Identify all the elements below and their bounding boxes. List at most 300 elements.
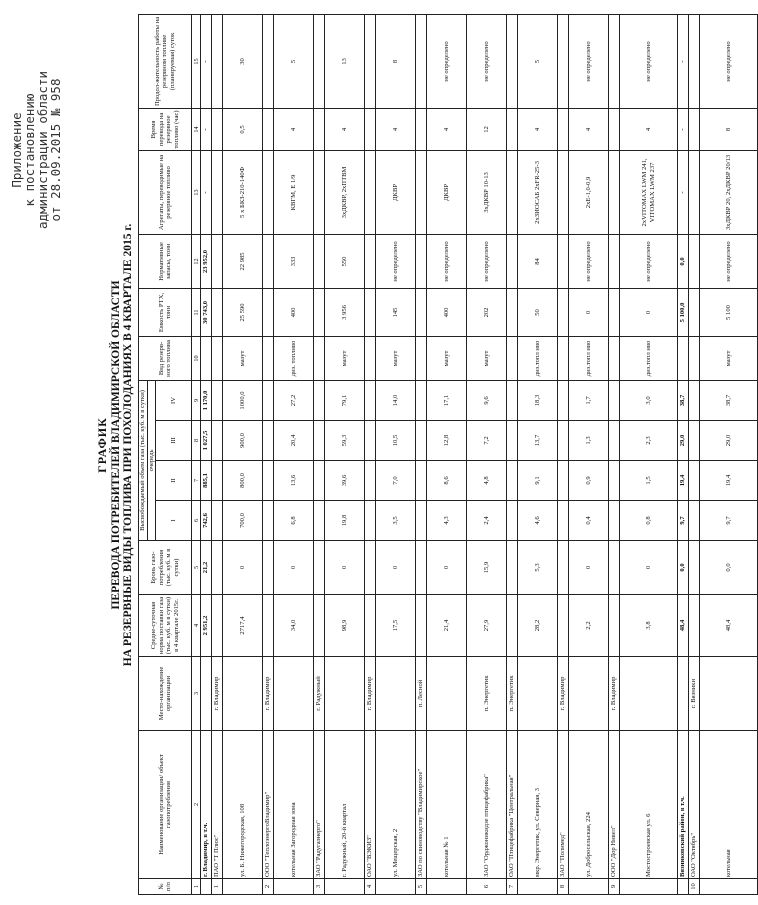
norm-reserve (212, 234, 223, 288)
switch-time (314, 108, 325, 150)
capacity: 5 100,0 (678, 288, 689, 336)
row-number: 8 (558, 879, 569, 895)
org-name: ООО "ТеплоэнергоВладимир" (263, 731, 274, 879)
stage-2-value: 19,4 (678, 461, 689, 501)
reserve: 0 (223, 541, 263, 595)
column-number: 2 (192, 731, 201, 879)
capacity (416, 288, 427, 336)
units: 3хДКВР 10-13 (467, 150, 507, 234)
switch-time (689, 108, 700, 150)
avg-norm (689, 595, 700, 657)
reserve: 0 (620, 541, 678, 595)
capacity: 50 (518, 288, 558, 336)
reserve: 15,9 (467, 541, 507, 595)
units (507, 150, 518, 234)
stage-3-value (689, 421, 700, 461)
stage-2-value: 4,8 (467, 461, 507, 501)
column-number: 9 (192, 380, 201, 420)
norm-reserve (507, 234, 518, 288)
schedule-table (138, 14, 758, 895)
stage-1-value: 19,8 (325, 501, 365, 541)
table-row (263, 14, 274, 894)
switch-time: 4 (569, 108, 609, 150)
org-name: г. Радужный, 20-й квартал (325, 731, 365, 879)
row-number (518, 879, 558, 895)
row-number: 3 (314, 879, 325, 895)
stage-3-value: 1 027,5 (201, 421, 212, 461)
stage-3-value: 59,3 (325, 421, 365, 461)
fuel-type (689, 336, 700, 380)
reserve: 0 (376, 541, 416, 595)
switch-time (609, 108, 620, 150)
column-number: 1 (192, 879, 201, 895)
duration: не определено (620, 14, 678, 108)
reserve: 0 (569, 541, 609, 595)
appendix-line: Приложение (9, 112, 24, 188)
norm-reserve (416, 234, 427, 288)
stage-2-value: 1,5 (620, 461, 678, 501)
fuel-type (678, 336, 689, 380)
stage-2-value (609, 461, 620, 501)
units: 5 х БКЗ-210-140Ф (223, 150, 263, 234)
table-row (376, 14, 416, 894)
avg-norm: 3,8 (620, 595, 678, 657)
table-row (325, 14, 365, 894)
stage-1-value: 700,0 (223, 501, 263, 541)
org-name: мкр. Энергетик, ул. Северная, 3 (518, 731, 558, 879)
duration (263, 14, 274, 108)
avg-norm: 2,2 (569, 595, 609, 657)
stage-4-value (507, 380, 518, 420)
units (609, 150, 620, 234)
stage-1-value (263, 501, 274, 541)
row-number: 4 (365, 879, 376, 895)
duration (416, 14, 427, 108)
column-number: 13 (192, 150, 201, 234)
reserve: 5,3 (518, 541, 558, 595)
norm-reserve: не определено (376, 234, 416, 288)
stage-2-value: 8,6 (427, 461, 467, 501)
units: ДКВР (427, 150, 467, 234)
stage-1-value (365, 501, 376, 541)
stage-1-value (212, 501, 223, 541)
stage-4-value (558, 380, 569, 420)
duration (314, 14, 325, 108)
header-num: № п/п (139, 879, 192, 895)
units: КВГМ, Е 1/9 (274, 150, 314, 234)
location (274, 657, 314, 731)
stage-1-value (689, 501, 700, 541)
avg-norm (365, 595, 376, 657)
capacity (507, 288, 518, 336)
stage-3-value (609, 421, 620, 461)
fuel-type: мазут (325, 336, 365, 380)
fuel-type: мазут (223, 336, 263, 380)
location: п. Энергетик (467, 657, 507, 731)
stage-3-value (365, 421, 376, 461)
stage-1-value: 9,7 (678, 501, 689, 541)
column-number: 14 (192, 108, 201, 150)
stage-3-value: 900,0 (223, 421, 263, 461)
switch-time: - (201, 108, 212, 150)
stage-3-value: 29,0 (700, 421, 758, 461)
header-time: Время перевода на резервное топливо (час) (139, 108, 192, 150)
switch-time: 12 (467, 108, 507, 150)
stage-2-value: 885,1 (201, 461, 212, 501)
stage-3-value: 10,5 (376, 421, 416, 461)
location: г. Владимир (365, 657, 376, 731)
header-location: Место-нахождение организации (139, 657, 192, 731)
table-row (365, 14, 376, 894)
stage-3-value (314, 421, 325, 461)
switch-time: 8 (700, 108, 758, 150)
org-name: ОАО "Октябрь" (689, 731, 700, 879)
stage-2-value (314, 461, 325, 501)
stage-1-value (558, 501, 569, 541)
doc-subtitle: ПЕРЕВОДА ПОТРЕБИТЕЛЕЙ ВЛАДИМИРСКОЙ ОБЛАСТИ (110, 280, 122, 610)
stage-2-value: 0,9 (569, 461, 609, 501)
table-body (201, 14, 758, 894)
org-name: Вязниковский район, в т.ч. (678, 731, 689, 879)
fuel-type (314, 336, 325, 380)
norm-reserve (365, 234, 376, 288)
row-number (325, 879, 365, 895)
stage-4-value (365, 380, 376, 420)
location (678, 657, 689, 731)
org-name: ОАО "Птицефабрика "Центральная" (507, 731, 518, 879)
location (376, 657, 416, 731)
fuel-type (507, 336, 518, 380)
duration (365, 14, 376, 108)
avg-norm (314, 595, 325, 657)
stage-3-value: 1,3 (569, 421, 609, 461)
switch-time: - (678, 108, 689, 150)
avg-norm: 48,4 (678, 595, 689, 657)
location (569, 657, 609, 731)
stage-1-value: 9,7 (700, 501, 758, 541)
stage-3-value (263, 421, 274, 461)
reserve (212, 541, 223, 595)
switch-time (263, 108, 274, 150)
norm-reserve (689, 234, 700, 288)
table-row (314, 14, 325, 894)
table-row (467, 14, 507, 894)
stage-4-value: 3,0 (620, 380, 678, 420)
header-stage-4: IV (156, 380, 192, 420)
location: г. Владимир (609, 657, 620, 731)
stage-2-value (365, 461, 376, 501)
location: п. Энергетик (507, 657, 518, 731)
stage-4-value: 1000,0 (223, 380, 263, 420)
fuel-type (416, 336, 427, 380)
fuel-type: диз.топл иво (620, 336, 678, 380)
location: п. Лесной (416, 657, 427, 731)
row-number: 6 (467, 879, 507, 895)
org-name: ул. Добросельская, 224 (569, 731, 609, 879)
location (201, 657, 212, 731)
norm-reserve (263, 234, 274, 288)
stage-1-value: 0,4 (569, 501, 609, 541)
column-number: 4 (192, 595, 201, 657)
norm-reserve (609, 234, 620, 288)
stage-4-value: 27,2 (274, 380, 314, 420)
org-name: котельная (700, 731, 758, 879)
stage-4-value (212, 380, 223, 420)
capacity: 0 (569, 288, 609, 336)
stage-2-value (558, 461, 569, 501)
reserve: 0,0 (700, 541, 758, 595)
stage-3-value (416, 421, 427, 461)
column-number: 8 (192, 421, 201, 461)
units (416, 150, 427, 234)
table-row (518, 14, 558, 894)
switch-time: 4 (427, 108, 467, 150)
stage-2-value: 7,0 (376, 461, 416, 501)
org-name: ЗАО "Радугаэнерго" (314, 731, 325, 879)
stage-3-value: 29,0 (678, 421, 689, 461)
stage-1-value: 0,8 (620, 501, 678, 541)
stage-4-value: 9,6 (467, 380, 507, 420)
units: 2хЗИОСАБ 2хFR-25-3 (518, 150, 558, 234)
capacity (212, 288, 223, 336)
avg-norm: 27,9 (467, 595, 507, 657)
reserve (609, 541, 620, 595)
switch-time (365, 108, 376, 150)
norm-reserve: не определено (467, 234, 507, 288)
duration: не определено (569, 14, 609, 108)
stage-4-value (609, 380, 620, 420)
row-number: 9 (609, 879, 620, 895)
row-number: 2 (263, 879, 274, 895)
header-avg: Средне-суточная норма поставки газа (тыс. куб. м в сутки) в 4 квартале 2015г. (139, 595, 192, 657)
switch-time: 4 (518, 108, 558, 150)
duration: не определено (427, 14, 467, 108)
row-number (376, 879, 416, 895)
reserve: 0 (274, 541, 314, 595)
switch-time (416, 108, 427, 150)
column-number-row (192, 14, 201, 894)
header-stage-1: I (156, 501, 192, 541)
stage-2-value: 9,1 (518, 461, 558, 501)
reserve (507, 541, 518, 595)
capacity: 400 (427, 288, 467, 336)
duration: - (678, 14, 689, 108)
capacity (558, 288, 569, 336)
norm-reserve (314, 234, 325, 288)
fuel-type (609, 336, 620, 380)
stage-4-value: 38,7 (700, 380, 758, 420)
reserve: 0 (325, 541, 365, 595)
org-name: ООО "Дор Нивел" (609, 731, 620, 879)
stage-1-value: 6,8 (274, 501, 314, 541)
column-number: 6 (192, 501, 201, 541)
switch-time: 0,5 (223, 108, 263, 150)
reserve (416, 541, 427, 595)
norm-reserve: не определено (620, 234, 678, 288)
location (620, 657, 678, 731)
stage-1-value: 742,6 (201, 501, 212, 541)
header-name: Наименование организации/ объект газопотребления (139, 731, 192, 879)
norm-reserve: 0,0 (678, 234, 689, 288)
table-row (201, 14, 212, 894)
column-number: 5 (192, 541, 201, 595)
stage-2-value (212, 461, 223, 501)
duration: 13 (325, 14, 365, 108)
avg-norm: 17,5 (376, 595, 416, 657)
appendix-line: к постановлению (22, 93, 37, 207)
fuel-type: мазут (427, 336, 467, 380)
stage-2-value: 19,4 (700, 461, 758, 501)
table-row (274, 14, 314, 894)
capacity (689, 288, 700, 336)
capacity (609, 288, 620, 336)
reserve (314, 541, 325, 595)
org-name: ул. Мещерская, 2 (376, 731, 416, 879)
header-duration: Продол-жительность работы на резервном топливе (планируемая) суток (139, 14, 192, 108)
stage-2-value (689, 461, 700, 501)
units (365, 150, 376, 234)
avg-norm: 48,4 (700, 595, 758, 657)
table-row (427, 14, 467, 894)
avg-norm: 2 951,2 (201, 595, 212, 657)
table-row (223, 14, 263, 894)
capacity (365, 288, 376, 336)
header-reserve: Бронь газо-потребления (тыс. куб. м в сутки) (139, 541, 192, 595)
norm-reserve: 333 (274, 234, 314, 288)
org-name: котельная № 1 (427, 731, 467, 879)
stage-2-value: 13,6 (274, 461, 314, 501)
row-number (201, 879, 212, 895)
header-capacity: Емкость РТХ, тонн (139, 288, 192, 336)
row-number (569, 879, 609, 895)
avg-norm: 21,4 (427, 595, 467, 657)
stage-1-value (507, 501, 518, 541)
table-row (689, 14, 700, 894)
header-fuel: Вид резерв-ного топлива (139, 336, 192, 380)
stage-4-value: 18,3 (518, 380, 558, 420)
row-number (274, 879, 314, 895)
duration: 8 (376, 14, 416, 108)
fuel-type: диз.топл иво (569, 336, 609, 380)
duration (558, 14, 569, 108)
capacity: 5 100 (700, 288, 758, 336)
duration (507, 14, 518, 108)
row-number: 5 (416, 879, 427, 895)
stage-1-value: 3,5 (376, 501, 416, 541)
stage-2-value (416, 461, 427, 501)
capacity: 400 (274, 288, 314, 336)
stage-1-value: 2,4 (467, 501, 507, 541)
fuel-type (201, 336, 212, 380)
appendix-line: от 28.09.2015 № 958 (48, 78, 63, 222)
stage-4-value (314, 380, 325, 420)
appendix-line: администрации области (35, 70, 50, 230)
stage-3-value: 2,3 (620, 421, 678, 461)
row-number (700, 879, 758, 895)
switch-time (212, 108, 223, 150)
table-row (678, 14, 689, 894)
org-name: котельная Загородная зона (274, 731, 314, 879)
switch-time (507, 108, 518, 150)
fuel-type (365, 336, 376, 380)
stage-1-value (416, 501, 427, 541)
org-name: ОАО "ВЭКИЗ" (365, 731, 376, 879)
duration (609, 14, 620, 108)
stage-3-value: 13,7 (518, 421, 558, 461)
org-name: г. Владимир, в т.ч. (201, 731, 212, 879)
column-number: 15 (192, 14, 201, 108)
reserve (365, 541, 376, 595)
duration: 5 (518, 14, 558, 108)
fuel-type: диз.топл иво (518, 336, 558, 380)
header-stage-3: III (156, 421, 192, 461)
column-number: 3 (192, 657, 201, 731)
row-number (223, 879, 263, 895)
capacity: 3 956 (325, 288, 365, 336)
stage-2-value: 39,6 (325, 461, 365, 501)
table-row (212, 14, 223, 894)
switch-time (558, 108, 569, 150)
duration: 5 (274, 14, 314, 108)
capacity (314, 288, 325, 336)
units: 3хДКВР 20, 2хДКВР 20/13 (700, 150, 758, 234)
fuel-type: диз. топливо (274, 336, 314, 380)
norm-reserve: 550 (325, 234, 365, 288)
duration: - (201, 14, 212, 108)
row-number: 1 (212, 879, 223, 895)
location: г. Владимир (558, 657, 569, 731)
reserve: 21,2 (201, 541, 212, 595)
stage-2-value (263, 461, 274, 501)
avg-norm (212, 595, 223, 657)
column-number: 12 (192, 234, 201, 288)
stage-2-value (507, 461, 518, 501)
avg-norm: 34,0 (274, 595, 314, 657)
duration: не определено (700, 14, 758, 108)
switch-time: 4 (325, 108, 365, 150)
table-row (416, 14, 427, 894)
duration (212, 14, 223, 108)
table-row (700, 14, 758, 894)
capacity: 145 (376, 288, 416, 336)
stage-1-value: 4,3 (427, 501, 467, 541)
org-name: ЗАО "Полимед" (558, 731, 569, 879)
stage-4-value (416, 380, 427, 420)
fuel-type: мазут (376, 336, 416, 380)
row-number (678, 879, 689, 895)
stage-1-value (314, 501, 325, 541)
location: г. Вязники (689, 657, 700, 731)
org-name: ПАО "Т Плюс" (212, 731, 223, 879)
duration (689, 14, 700, 108)
reserve (558, 541, 569, 595)
column-number: 11 (192, 288, 201, 336)
units: - (201, 150, 212, 234)
location (427, 657, 467, 731)
reserve: 0 (427, 541, 467, 595)
duration: 30 (223, 14, 263, 108)
duration: не определено (467, 14, 507, 108)
column-number: 10 (192, 336, 201, 380)
norm-reserve: 22 985 (223, 234, 263, 288)
stage-4-value: 14,0 (376, 380, 416, 420)
location: г. Владимир (212, 657, 223, 731)
units (689, 150, 700, 234)
switch-time: 4 (274, 108, 314, 150)
fuel-type: мазут (700, 336, 758, 380)
header-stage: очередь (147, 380, 156, 540)
row-number (427, 879, 467, 895)
